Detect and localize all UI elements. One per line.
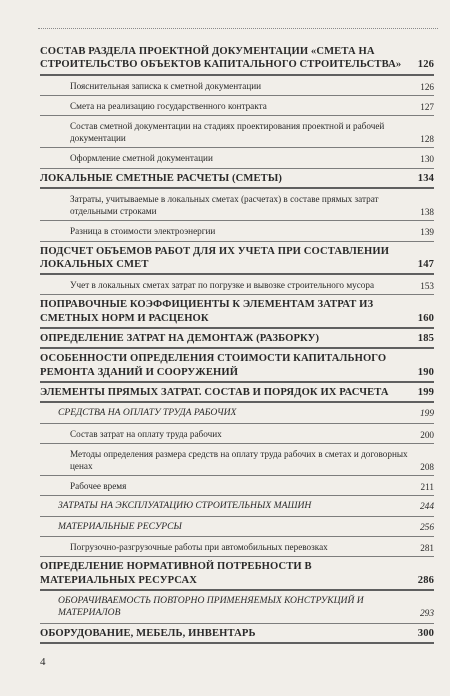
top-dotted-rule xyxy=(38,28,438,29)
toc-entry-title: Затраты, учитываемые в локальных сметах (расчетах) в составе прямых затрат отдельными строками xyxy=(70,193,379,217)
toc-entry-minor xyxy=(40,189,434,221)
toc-entry-title: ОСОБЕННОСТИ ОПРЕДЕЛЕНИЯ СТОИМОСТИ КАПИТАЛЬНОГО РЕМОНТА ЗДАНИЙ И СООРУЖЕНИЙ xyxy=(40,353,387,378)
toc-entry-title: ЛОКАЛЬНЫЕ СМЕТНЫЕ РАСЧЕТЫ (СМЕТЫ) xyxy=(40,172,282,184)
toc-entry-minor xyxy=(40,275,434,295)
toc-entry-ital xyxy=(40,403,434,423)
toc-entry-page: 134 xyxy=(417,172,434,184)
toc-entry-title: ОБОРУДОВАНИЕ, МЕБЕЛЬ, ИНВЕНТАРЬ xyxy=(40,627,256,639)
toc-entry-page: 286 xyxy=(417,574,434,586)
toc-entry-page: 211 xyxy=(420,482,434,493)
toc-entry-page: 185 xyxy=(417,332,434,344)
toc-entry-title: Пояснительная записка к сметной документации xyxy=(70,80,262,91)
toc-entry-major xyxy=(40,624,434,644)
toc-entry-major xyxy=(40,349,434,383)
toc-entry-title: МАТЕРИАЛЬНЫЕ РЕСУРСЫ xyxy=(58,520,182,532)
toc-entry-minor xyxy=(40,96,434,116)
toc-entry-page: 128 xyxy=(420,134,434,145)
toc-entry-title: Состав затрат на оплату труда рабочих xyxy=(70,428,222,439)
toc-entry-title: СРЕДСТВА НА ОПЛАТУ ТРУДА РАБОЧИХ xyxy=(58,407,237,419)
toc-entry-ital xyxy=(40,591,434,624)
toc-entry-minor xyxy=(40,116,434,148)
toc-entry-page: 153 xyxy=(420,281,434,292)
toc-entry-title: Смета на реализацию государственного контракта xyxy=(70,100,267,111)
toc-entry-minor xyxy=(40,476,434,496)
toc-entry-major xyxy=(40,242,434,276)
toc-entry-title: Погрузочно-разгрузочные работы при автомобильных перевозках xyxy=(70,542,328,553)
toc-entry-page: 127 xyxy=(420,101,434,112)
toc-entry-minor xyxy=(40,148,434,168)
toc-entry-title: СОСТАВ РАЗДЕЛА ПРОЕКТНОЙ ДОКУМЕНТАЦИИ «СМЕТА НА СТРОИТЕЛЬСТВО ОБЪЕКТОВ КАПИТАЛЬНОГО СТРОИТЕЛЬСТВА» xyxy=(40,46,402,71)
toc-entry-minor xyxy=(40,76,434,96)
toc-entry-title: ОБОРАЧИВАЕМОСТЬ ПОВТОРНО ПРИМЕНЯЕМЫХ КОНСТРУКЦИЙ И МАТЕРИАЛОВ xyxy=(58,594,364,619)
toc-entry-page: 126 xyxy=(420,81,434,92)
toc-entry-page: 244 xyxy=(419,502,434,513)
toc-entry-page: 208 xyxy=(420,461,434,472)
toc-entry-minor xyxy=(40,424,434,444)
toc-entry-page: 300 xyxy=(417,627,434,639)
toc-entry-page: 281 xyxy=(420,543,434,554)
toc-entry-page: 199 xyxy=(419,409,434,420)
toc-entry-ital xyxy=(40,517,434,537)
toc-entry-page: 147 xyxy=(417,258,434,270)
toc-entry-title: ПОПРАВОЧНЫЕ КОЭФФИЦИЕНТЫ К ЭЛЕМЕНТАМ ЗАТРАТ ИЗ СМЕТНЫХ НОРМ И РАСЦЕНОК xyxy=(40,299,374,324)
toc-entry-page: 130 xyxy=(420,154,434,165)
toc-entry-title: Состав сметной документации на стадиях проектирования проектной и рабочей документации xyxy=(70,121,385,144)
toc-entry-title: Оформление сметной документации xyxy=(70,153,213,164)
toc-entry-page: 256 xyxy=(419,522,434,533)
toc-entry-major xyxy=(40,295,434,329)
toc-entry-minor xyxy=(40,537,434,557)
toc-entry-page: 200 xyxy=(420,429,434,440)
toc-entry-title: ЗАТРАТЫ НА ЭКСПЛУАТАЦИЮ СТРОИТЕЛЬНЫХ МАШИН xyxy=(58,500,312,512)
toc-entry-page: 190 xyxy=(417,366,434,378)
toc-entry-ital xyxy=(40,496,434,516)
toc-entry-major xyxy=(40,42,434,76)
toc-entry-major xyxy=(40,383,434,403)
toc-entry-title: ОПРЕДЕЛЕНИЕ НОРМАТИВНОЙ ПОТРЕБНОСТИ В МАТЕРИАЛЬНЫХ РЕСУРСАХ xyxy=(40,561,312,586)
table-of-contents xyxy=(40,42,434,644)
toc-entry-page: 199 xyxy=(417,386,434,398)
toc-entry-page: 160 xyxy=(417,312,434,324)
toc-entry-page: 138 xyxy=(420,207,434,218)
toc-entry-minor xyxy=(40,221,434,241)
toc-entry-title: Разница в стоимости электроэнергии xyxy=(70,226,216,237)
toc-entry-major xyxy=(40,169,434,189)
toc-entry-title: ПОДСЧЕТ ОБЪЕМОВ РАБОТ ДЛЯ ИХ УЧЕТА ПРИ СОСТАВЛЕНИИ ЛОКАЛЬНЫХ СМЕТ xyxy=(40,245,390,270)
page-number: 4 xyxy=(40,656,46,668)
toc-entry-minor xyxy=(40,444,434,476)
toc-entry-title: Учет в локальных сметах затрат по погрузке и вывозке строительного мусора xyxy=(70,280,375,291)
toc-entry-page: 293 xyxy=(419,609,434,620)
toc-entry-page: 126 xyxy=(417,59,434,71)
toc-entry-title: ЭЛЕМЕНТЫ ПРЯМЫХ ЗАТРАТ. СОСТАВ И ПОРЯДОК ИХ РАСЧЕТА xyxy=(40,386,389,398)
toc-entry-title: ОПРЕДЕЛЕНИЕ ЗАТРАТ НА ДЕМОНТАЖ (РАЗБОРКУ) xyxy=(40,332,320,344)
toc-entry-title: Рабочее время xyxy=(70,481,127,492)
toc-entry-major xyxy=(40,557,434,591)
toc-entry-major xyxy=(40,329,434,349)
toc-entry-page: 139 xyxy=(420,227,434,238)
toc-entry-title: Методы определения размера средств на оплату труда рабочих в сметах и договорных ценах xyxy=(70,448,408,471)
